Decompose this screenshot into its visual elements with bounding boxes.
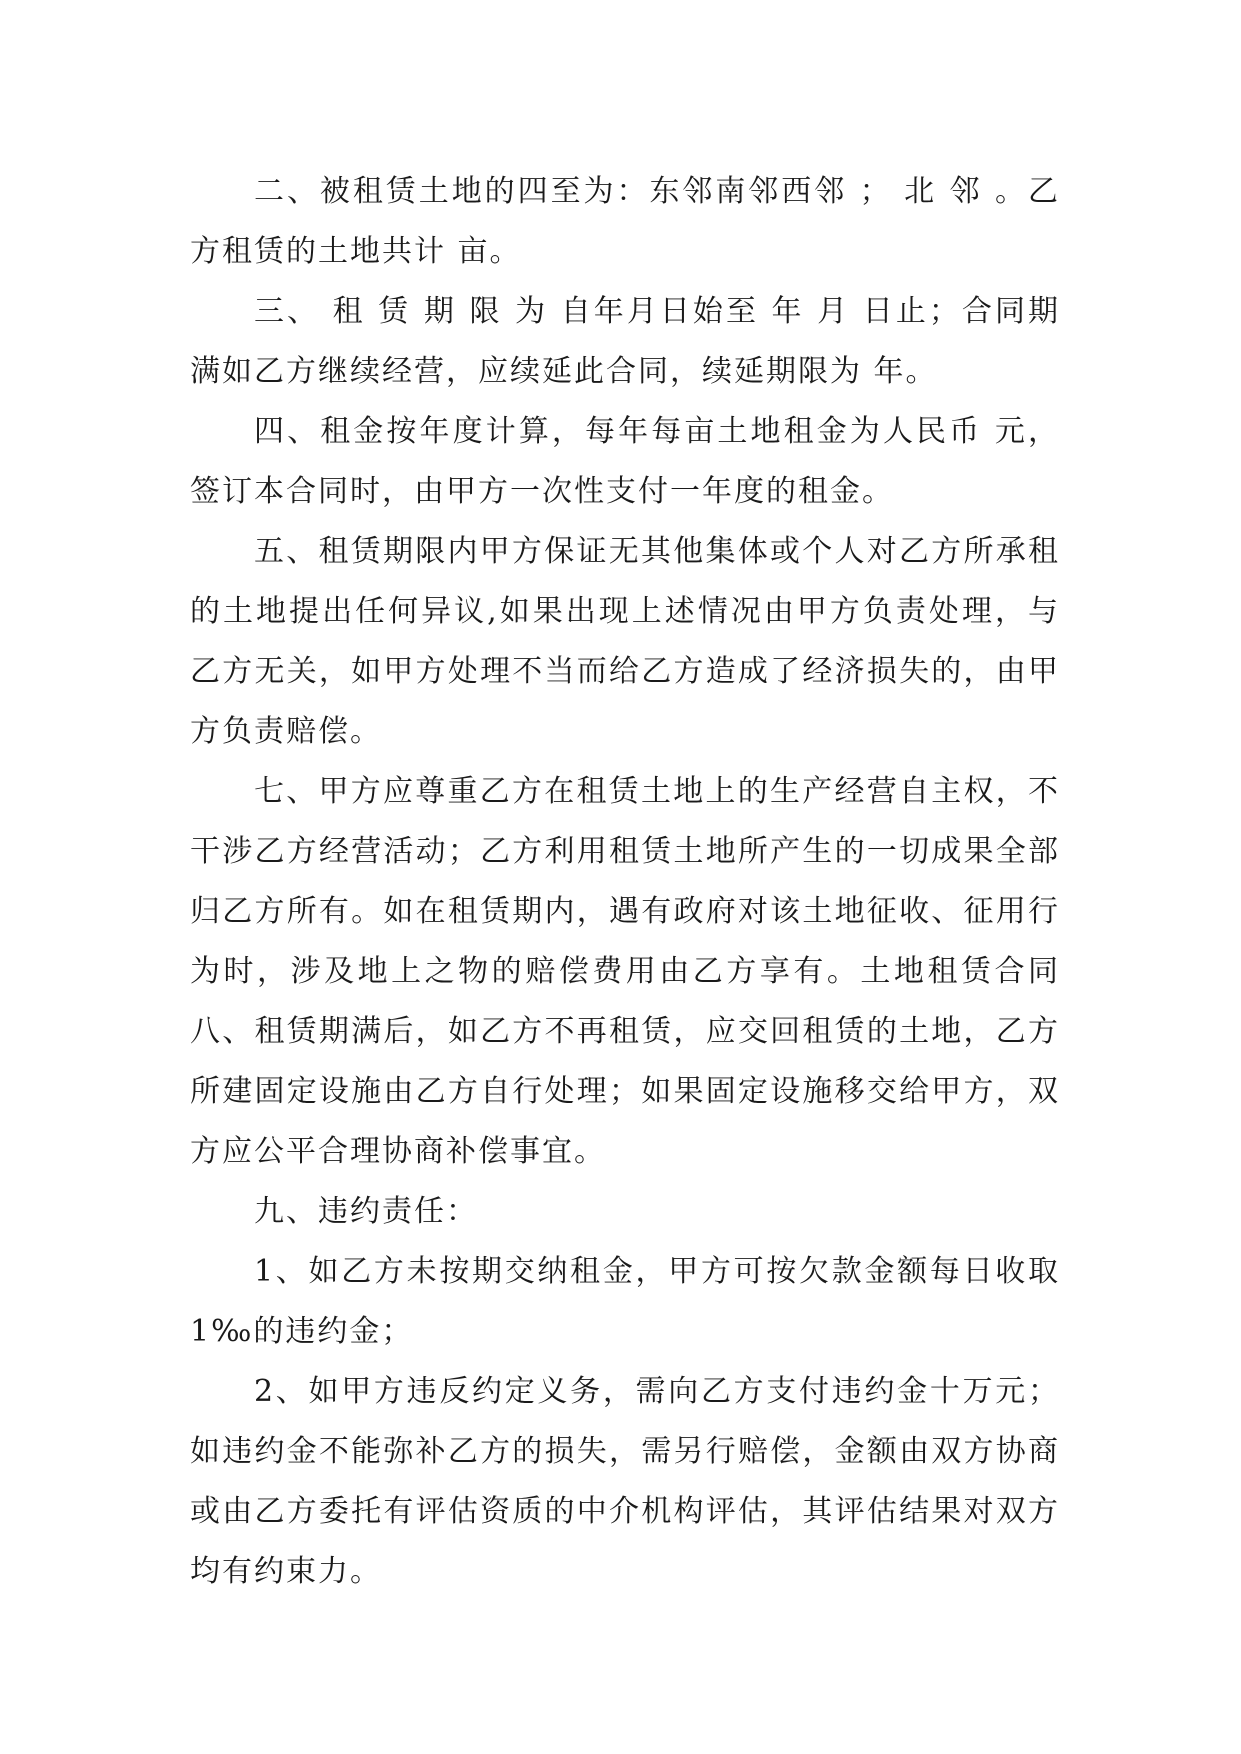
paragraph-guarantee: 五、租赁期限内甲方保证无其他集体或个人对乙方所承租的土地提出任何异议,如果出现上述情况由甲方负责处理，与乙方无关，如甲方处理不当而给乙方造成了经济损失的，由甲方负责赔偿。 [190, 534, 1060, 749]
document-body [190, 162, 1060, 1602]
paragraph-lease-term: 三、 租 赁 期 限 为 自年月日始至 年 月 日止；合同期满如乙方继续经营，应续延此合同，续延期限为 年。 [190, 294, 1060, 389]
paragraph-breach-item-2: 2、如甲方违反约定义务，需向乙方支付违约金十万元；如违约金不能弥补乙方的损失，需另行赔偿，金额由双方协商或由乙方委托有评估资质的中介机构评估，其评估结果对双方均有约束力。 [190, 1374, 1060, 1589]
paragraph-rent: 四、租金按年度计算，每年每亩土地租金为人民币 元，签订本合同时，由甲方一次性支付一年度的租金。 [190, 414, 1060, 509]
paragraph-breach-item-1: 1、如乙方未按期交纳租金，甲方可按欠款金额每日收取 1‰的违约金； [190, 1254, 1060, 1349]
paragraph-boundaries: 二、被租赁土地的四至为：东邻南邻西邻 ； 北 邻 。乙方租赁的土地共计 亩。 [190, 174, 1060, 269]
paragraph-breach-heading: 九、违约责任： [254, 1194, 478, 1229]
paragraph-rights: 七、甲方应尊重乙方在租赁土地上的生产经营自主权，不干涉乙方经营活动；乙方利用租赁土地所产生的一切成果全部归乙方所有。如在租赁期内，遇有政府对该土地征收、征用行为时，涉及地上之物的赔偿费用由乙方享有。土地租赁合同八、租赁期满后，如乙方不再租赁，应交回租赁的土地，乙方所建固定设施由乙方自行处理；如果固定设施移交给甲方，双方应公平合理协商补偿事宜。 [190, 774, 1060, 1169]
